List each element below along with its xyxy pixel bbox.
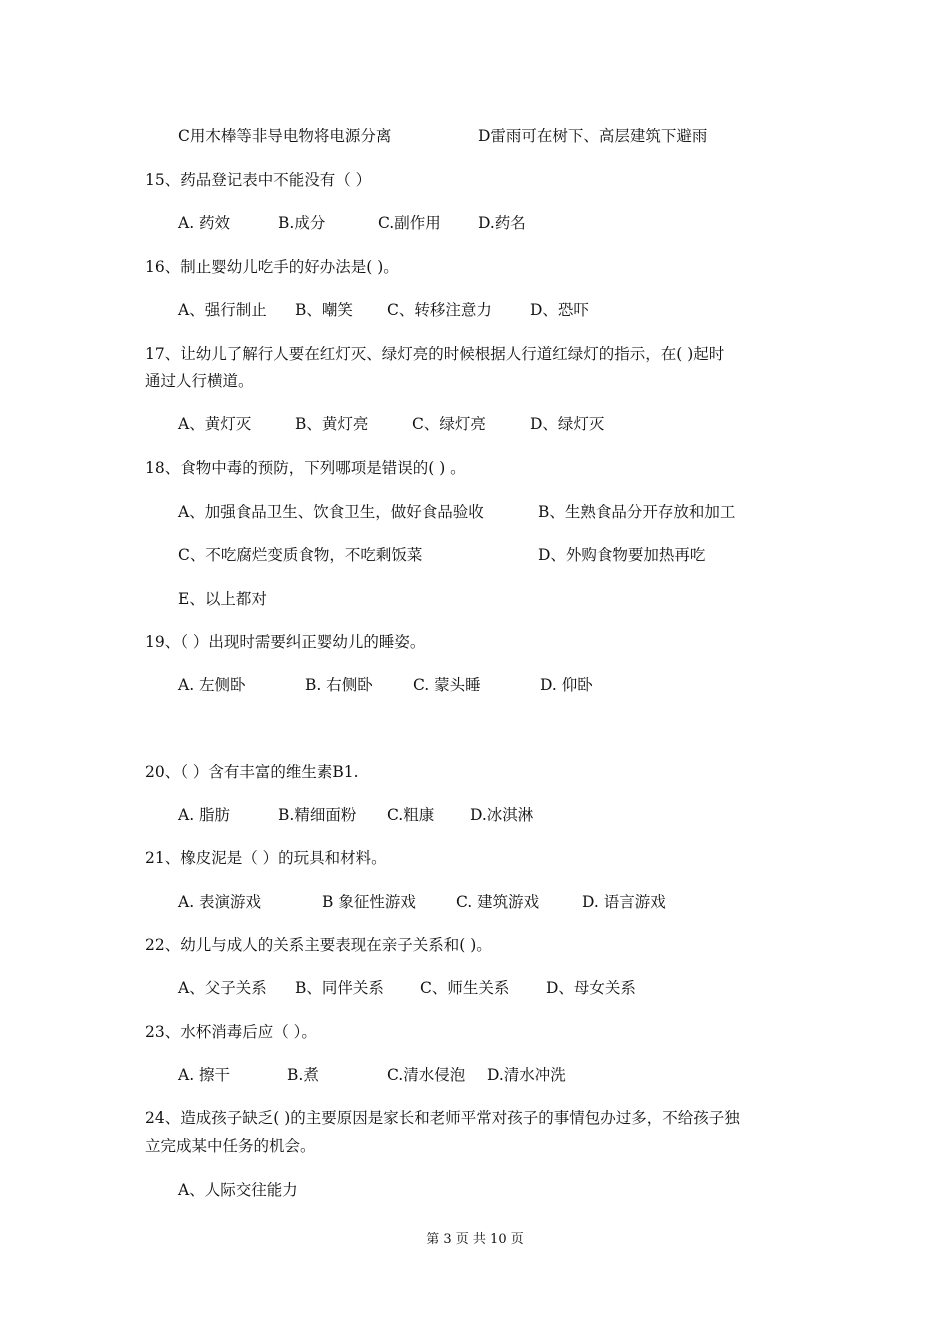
- option-a: A. 药效: [178, 214, 231, 232]
- question-text: 通过人行横道。: [145, 372, 254, 390]
- option-b: B.煮: [287, 1066, 319, 1084]
- page-footer: 第 3 页 共 10 页: [426, 1232, 524, 1247]
- option-a: A、黄灯灭: [178, 415, 252, 433]
- question-text: 20、（ ）含有丰富的维生素B1.: [145, 763, 359, 781]
- question-text: 18、食物中毒的预防，下列哪项是错误的( ) 。: [145, 459, 466, 477]
- option-a: A、强行制止: [178, 301, 267, 319]
- option-d: D. 语言游戏: [582, 893, 666, 911]
- option-a: A. 擦干: [178, 1066, 231, 1084]
- option-b: B、同伴关系: [295, 979, 384, 997]
- option-b: B. 右侧卧: [305, 676, 373, 694]
- option-d: D雷雨可在树下、高层建筑下避雨: [478, 127, 708, 145]
- option-d: D、外购食物要加热再吃: [538, 546, 706, 564]
- option-c: C用木棒等非导电物将电源分离: [178, 127, 392, 145]
- option-b: B.精细面粉: [278, 806, 357, 824]
- option-a: A、加强食品卫生、饮食卫生，做好食品验收: [178, 503, 484, 521]
- option-c: C.粗康: [387, 806, 435, 824]
- question-text: 22、幼儿与成人的关系主要表现在亲子关系和( )。: [145, 936, 492, 954]
- option-b: B、黄灯亮: [295, 415, 369, 433]
- option-d: D. 仰卧: [540, 676, 593, 694]
- option-b: B 象征性游戏: [322, 893, 416, 911]
- question-text: 19、（ ）出现时需要纠正婴幼儿的睡姿。: [145, 633, 426, 651]
- option-a: A、父子关系: [178, 979, 267, 997]
- option-b: B、生熟食品分开存放和加工: [538, 503, 736, 521]
- question-text: 15、药品登记表中不能没有（ ）: [145, 171, 372, 189]
- option-d: D.药名: [478, 214, 526, 232]
- option-c: C. 建筑游戏: [456, 893, 540, 911]
- option-b: B.成分: [278, 214, 326, 232]
- option-c: C、转移注意力: [387, 301, 492, 319]
- option-c: C、不吃腐烂变质食物，不吃剩饭菜: [178, 546, 423, 564]
- question-text: 立完成某中任务的机会。: [145, 1137, 316, 1155]
- option-a: A、人际交往能力: [178, 1181, 298, 1199]
- option-a: A. 表演游戏: [178, 893, 262, 911]
- question-text: 23、水杯消毒后应（ ）。: [145, 1023, 317, 1041]
- option-d: D.冰淇淋: [470, 806, 534, 824]
- option-d: D、恐吓: [530, 301, 589, 319]
- question-text: 17、让幼儿了解行人要在红灯灭、绿灯亮的时候根据人行道红绿灯的指示，在( )起时: [145, 345, 725, 363]
- option-c: C. 蒙头睡: [413, 676, 481, 694]
- option-d: D、绿灯灭: [530, 415, 605, 433]
- option-d: D.清水冲洗: [487, 1066, 566, 1084]
- option-c: C、绿灯亮: [412, 415, 486, 433]
- option-b: B、嘲笑: [295, 301, 353, 319]
- option-a: A. 脂肪: [178, 806, 231, 824]
- option-c: C、师生关系: [420, 979, 510, 997]
- question-text: 16、制止婴幼儿吃手的好办法是( )。: [145, 258, 399, 276]
- question-text: 21、橡皮泥是（ ）的玩具和材料。: [145, 849, 387, 867]
- option-d: D、母女关系: [546, 979, 636, 997]
- option-a: A. 左侧卧: [178, 676, 246, 694]
- option-e: E、以上都对: [178, 590, 267, 608]
- option-c: C.清水侵泡: [387, 1066, 466, 1084]
- question-text: 24、造成孩子缺乏( )的主要原因是家长和老师平常对孩子的事情包办过多，不给孩子独: [145, 1109, 740, 1127]
- option-c: C.副作用: [378, 214, 441, 232]
